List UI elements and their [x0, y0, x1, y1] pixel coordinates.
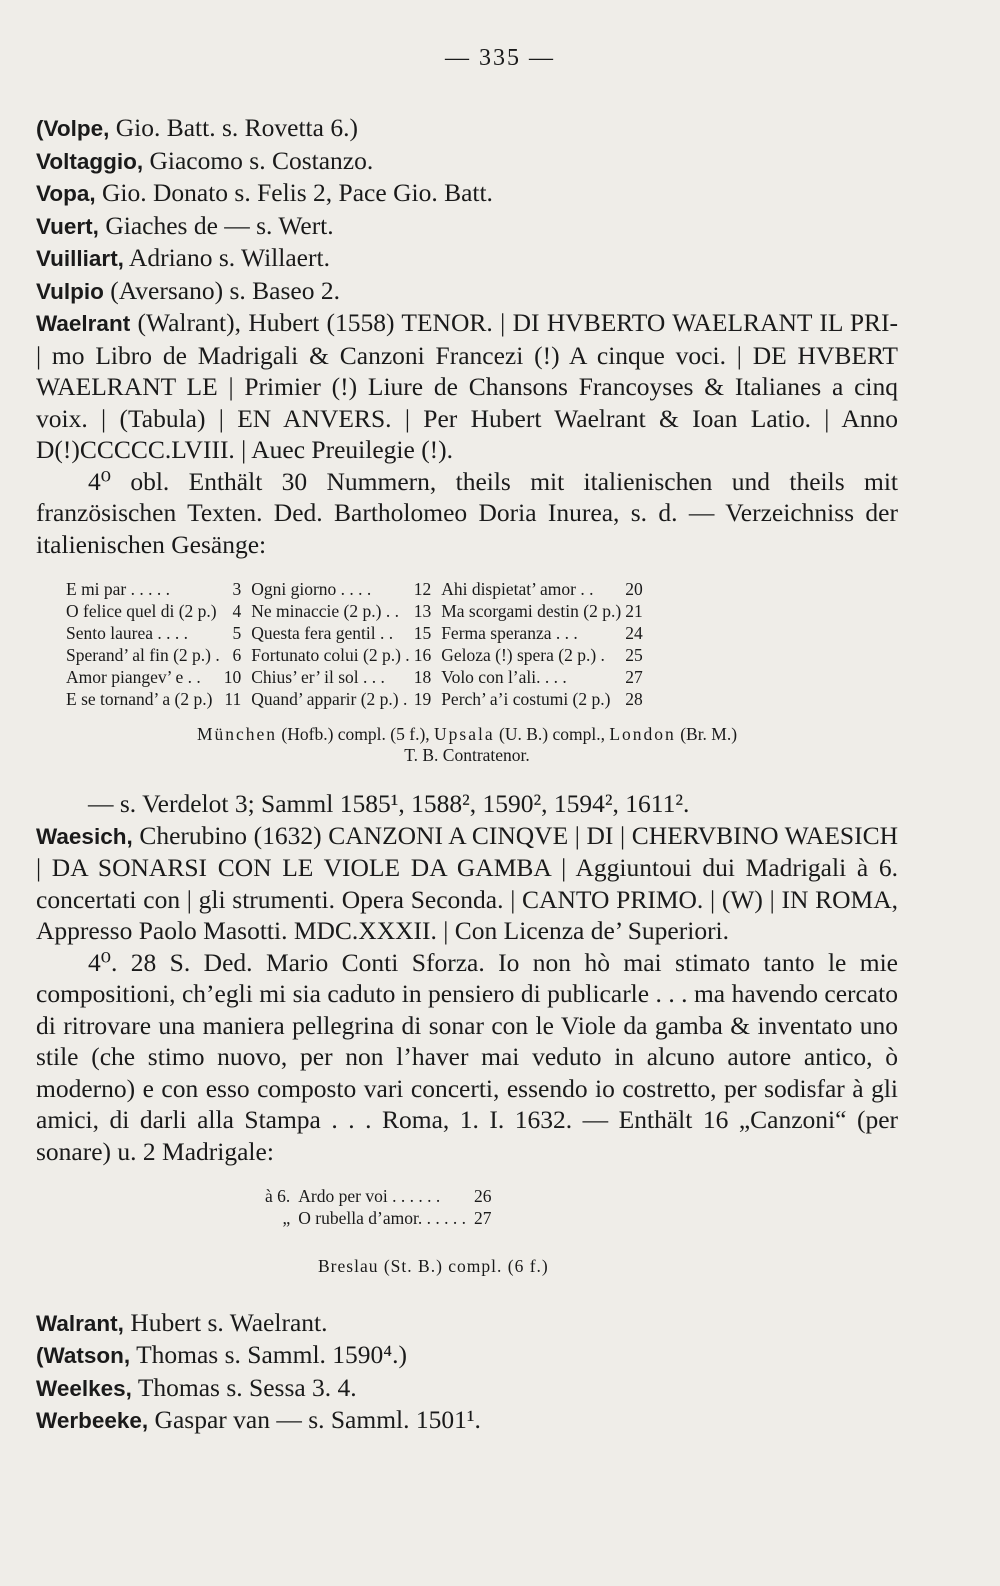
page-number: — 335 — [445, 45, 555, 71]
entry-voltaggio [36, 145, 898, 178]
entry-waesich [36, 820, 898, 947]
entry-keyword: Weelkes, [36, 1375, 132, 1401]
piece-row [66, 688, 653, 710]
piece-number: 15 [413, 623, 432, 643]
library-detail: (Br. M.) [675, 724, 738, 744]
library-detail: (St. B.) compl. (6 f.) [378, 1256, 549, 1276]
entry-keyword: Waelrant [36, 311, 131, 336]
piece-title: Questa fera gentil . . [251, 623, 394, 643]
piece-number: 18 [413, 667, 432, 687]
piece-number: 19 [413, 689, 432, 709]
piece-number: 28 [625, 689, 643, 709]
entry-keyword: Voltaggio, [36, 148, 144, 174]
waelrant-description: 4⁰ obl. Enthält 30 Nummern, theils mit italienischen und theils mit französischen Texten. Ded. Bartholomeo Doria Inurea, s. d. — Verzeichniss der italienischen Gesänge: [36, 466, 898, 559]
library-detail: (U. B.) compl., [494, 724, 610, 744]
library-name: London [609, 724, 676, 744]
piece-title: Ferma speranza . . . [441, 623, 578, 643]
piece-number: 12 [413, 579, 432, 599]
piece-voices: à 6. [265, 1186, 291, 1206]
entry-text: Cherubino (1632) CANZONI A CINQVE | DI | CHERVBINO WAESICH | DA SONARSI CON LE VIOLE DA GAMBA | Aggiuntoui dui Madrigali à 6. concertati con | gli strumenti. Opera Seconda. | CANTO PRIMO. | (W) | IN ROMA, Appresso Paolo Masotti. MDC.XXXII. | Con Licenza de’ Superiori. [36, 820, 898, 945]
piece-title: O rubella d’amor. . . . . . [298, 1208, 466, 1228]
piece-number: 20 [625, 579, 643, 599]
entry-vopa [36, 177, 898, 210]
library-line-2: T. B. Contratenor. [404, 745, 530, 765]
entry-weelkes [36, 1372, 898, 1405]
piece-row [261, 1207, 495, 1229]
piece-title: E se tornand’ a (2 p.) [66, 689, 213, 709]
piece-title: Sento laurea . . . . [66, 623, 188, 643]
piece-title: Chius’ er’ il sol . . . [251, 667, 385, 687]
piece-row [66, 644, 653, 666]
entry-waelrant [36, 307, 898, 466]
piece-number: 26 [473, 1186, 492, 1206]
piece-title: Quand’ apparir (2 p.) . [251, 689, 408, 709]
piece-title: Ma scorgami destin (2 p.) [441, 601, 622, 621]
piece-number: 6 [232, 645, 242, 665]
waelrant-pieces-table [66, 578, 653, 710]
piece-number: 24 [625, 623, 643, 643]
entry-text: Gio. Batt. s. Rovetta 6.) [109, 113, 358, 142]
entry-keyword: Walrant, [36, 1310, 124, 1336]
piece-title: Volo con l’ali. . . . [441, 667, 567, 687]
entry-text: Adriano s. Willaert. [123, 243, 330, 272]
piece-title: Geloza (!) spera (2 p.) . [441, 645, 605, 665]
waesich-description: 4⁰. 28 S. Ded. Mario Conti Sforza. Io non hò mai stimato tanto le mie compositioni, ch’egli mi sia caduto in pensiero di publicarle . . . ma havendo cercato di ritrovare una maniera pellegrina di sonar con le Viole da gamba & inventato uno stile (che stimo nuovo, per non l’haver mai veduto in alcuno autore antico, ò moderno) e con esso composto vari concerti, essendo io costretto, per sodisfar à gli amici, di darli alla Stampa . . . Roma, 1. I. 1632. — Enthält 16 „Canzoni“ (per sonare) u. 2 Madrigale: [36, 947, 898, 1166]
page-body [36, 112, 898, 1437]
entry-keyword: Vulpio [36, 278, 104, 304]
entry-watson [36, 1339, 898, 1372]
piece-number: 4 [232, 601, 242, 621]
piece-title: Ahi dispietat’ amor . . [441, 579, 594, 599]
library-name: München [196, 724, 278, 744]
piece-number: 13 [413, 601, 432, 621]
library-name: Upsala [434, 724, 495, 744]
entry-vuilliart [36, 242, 898, 275]
piece-row [66, 666, 653, 688]
entry-text: Gio. Donato s. Felis 2, Pace Gio. Batt. [95, 178, 493, 207]
library-line [36, 724, 898, 745]
entry-keyword: Vuilliart, [36, 246, 124, 271]
library-detail: (Hofb.) compl. (5 f.), [277, 724, 435, 744]
entry-walrant [36, 1307, 898, 1340]
verdelot-reference: — s. Verdelot 3; Samml 1585¹, 1588², 1590², 1594², 1611². [88, 789, 690, 818]
piece-title: Ardo per voi . . . . . . [298, 1186, 441, 1206]
piece-voices: „ [282, 1208, 291, 1228]
entry-text: (Aversano) s. Baseo 2. [103, 275, 340, 305]
entry-keyword: (Watson, [36, 1343, 131, 1368]
entry-keyword: Werbeeke, [36, 1408, 149, 1433]
piece-row [66, 578, 653, 600]
entry-text: Thomas s. Samml. 1590⁴.) [130, 1340, 408, 1369]
piece-title: Amor piangev’ e . . [66, 667, 201, 687]
library-name: Breslau [318, 1256, 379, 1276]
entry-vulpio [36, 275, 898, 308]
piece-number: 25 [625, 645, 643, 665]
piece-title: Fortunato colui (2 p.) . [251, 645, 410, 665]
piece-title: Ogni giorno . . . . [251, 579, 372, 599]
piece-row [66, 600, 653, 622]
piece-number: 27 [473, 1208, 492, 1228]
entry-text: Giacomo s. Costanzo. [143, 145, 374, 175]
waesich-pieces-table [261, 1185, 495, 1229]
entry-volpe [36, 112, 898, 145]
piece-title: Ne minaccie (2 p.) . . [251, 601, 399, 621]
entry-keyword: Vuert, [36, 213, 99, 239]
waelrant-libraries [36, 724, 898, 766]
entry-text: Giaches de — s. Wert. [98, 210, 334, 240]
piece-number: 16 [413, 645, 432, 665]
piece-title: O felice quel di (2 p.) [66, 601, 217, 621]
piece-title: E mi par . . . . . [66, 579, 171, 599]
piece-row [261, 1185, 495, 1207]
waesich-libraries [318, 1251, 898, 1283]
entry-keyword: Waesich, [36, 823, 133, 849]
piece-number: 21 [625, 601, 643, 621]
piece-number: 10 [223, 667, 242, 687]
piece-title: Perch’ a’i costumi (2 p.) [441, 689, 611, 709]
piece-title: Sperand’ al fin (2 p.) . [66, 645, 220, 665]
piece-number: 5 [232, 623, 242, 643]
entry-text: Hubert s. Waelrant. [123, 1307, 328, 1337]
piece-number: 11 [224, 689, 242, 709]
entry-keyword: (Volpe, [36, 116, 110, 141]
entry-text: Gaspar van — s. Samml. 1501¹. [148, 1405, 481, 1434]
entry-vuert [36, 210, 898, 243]
piece-row [66, 622, 653, 644]
entry-text: (Walrant), Hubert (1558) TENOR. | DI HVBERTO WAELRANT IL PRI- | mo Libro de Madrigali & Canzoni Francezi (!) A cinque voci. | DE HVBERT WAELRANT LE | Primier (!) Liure de Chansons Francoyses & Italianes a cinq voix. | (Tabula) | EN ANVERS. | Per Hubert Waelrant & Ioan Latio. | Anno D(!)CCCCC.LVIII. | Auec Preuilegie (!). [36, 308, 898, 464]
entry-text: Thomas s. Sessa 3. 4. [131, 1372, 357, 1402]
entry-werbeeke [36, 1404, 898, 1437]
entry-keyword: Vopa, [36, 181, 96, 206]
piece-number: 27 [625, 667, 643, 687]
piece-number: 3 [232, 579, 242, 599]
